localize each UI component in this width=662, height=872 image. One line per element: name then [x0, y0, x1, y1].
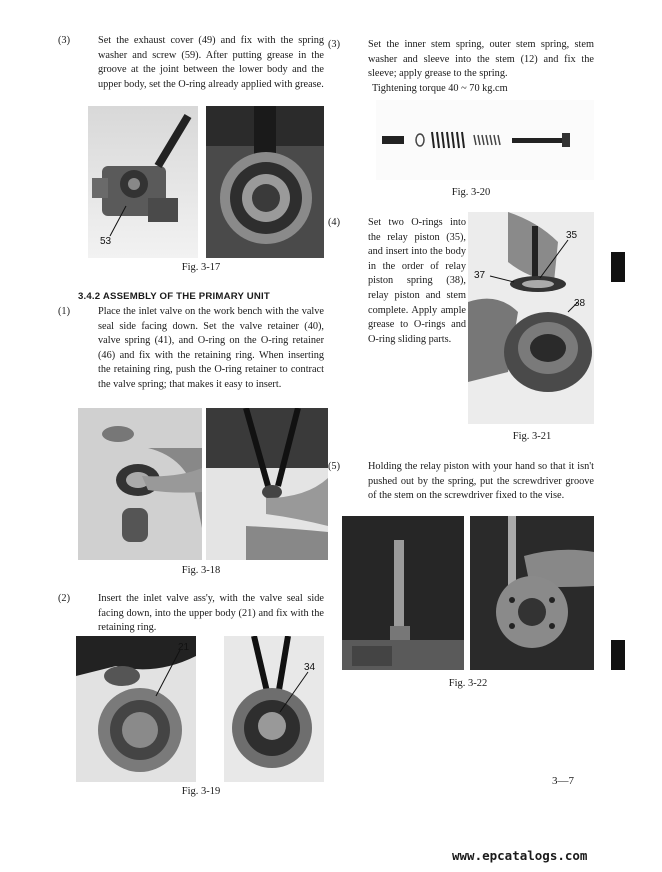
step-1-left [58, 305, 324, 393]
step-text: Insert the inlet valve ass'y, with the valve seal side facing down, into the upper body (21) and fix with the retaining ring. [98, 593, 324, 634]
fig-3-22-photo-left [342, 516, 464, 670]
fig-3-22-photo-right [470, 516, 594, 670]
fig-3-21-callout-35: 35 [566, 230, 578, 241]
step-2-left [58, 592, 324, 636]
step-number: (3) [58, 35, 71, 46]
fig-3-17-photo-right [206, 106, 324, 258]
step-5-right [328, 460, 594, 504]
fig-3-20-caption: Fig. 3-20 [451, 187, 491, 198]
step-text: Set the inner stem spring, outer stem spring, stem washer and sleeve into the stem (12) and fix the sleeve; apply grease to the spring. [368, 39, 594, 80]
step-text: Place the inlet valve on the work bench with the valve seal side facing down. Set the valve retainer (40), valve spring (41), and O-ring on the O-ring retainer (46) and fix with the retaining ring. When inserting the retaining ring, push the O-ring retainer to contract the valve spring; that makes it easy to insert. [98, 306, 324, 390]
fig-3-19-callout-34: 34 [304, 662, 316, 673]
fig-3-18-photo-right [206, 408, 328, 560]
step-text: Set the exhaust cover (49) and fix with the spring washer and screw (59). After putting grease in the groove at the joint between the lower body and the upper body, set the O-ring already applied with grease. [98, 35, 324, 90]
fig-3-22-caption: Fig. 3-22 [448, 678, 488, 689]
section-heading: 3.4.2 ASSEMBLY OF THE PRIMARY UNIT [78, 291, 270, 302]
page-number: 3—7 [552, 775, 574, 787]
step-3-right [328, 38, 594, 96]
step-4-right [328, 216, 466, 347]
fig-3-19-photo-left [76, 636, 196, 782]
fig-3-17-caption: Fig. 3-17 [181, 262, 221, 273]
fig-3-17-photo-left [88, 106, 198, 258]
fig-3-18-caption: Fig. 3-18 [181, 565, 221, 576]
step-text: Holding the relay piston with your hand so that it isn't pushed out by the spring, put the screwdriver groove of the stem on the screwdriver fixed to the vise. [368, 461, 594, 502]
section-tab-marker [611, 640, 625, 670]
fig-3-19-caption: Fig. 3-19 [181, 786, 221, 797]
fig-3-20-photo [376, 100, 594, 180]
step-number: (1) [58, 306, 71, 317]
tightening-torque: Tightening torque 40 ~ 70 kg.cm [372, 82, 508, 94]
step-number: (3) [328, 39, 341, 50]
fig-3-17-callout: 53 [100, 236, 112, 247]
step-number: (4) [328, 217, 341, 228]
section-tab-marker [611, 252, 625, 282]
fig-3-21-photo [468, 212, 594, 424]
fig-3-21-callout-37: 37 [474, 270, 486, 281]
fig-3-19-callout-21: 21 [178, 642, 190, 653]
fig-3-19-photo-right [224, 636, 324, 782]
fig-3-21-caption: Fig. 3-21 [512, 431, 552, 442]
step-number: (2) [58, 593, 71, 604]
step-text: Set two O-rings into the relay piston (35), and insert into the body in the order of relay piston spring (38), relay piston and stem complete. Apply ample grease to O-rings and O-ring sliding parts. [368, 217, 466, 345]
step-number: (5) [328, 461, 341, 472]
fig-3-21-callout-38: 38 [574, 298, 586, 309]
fig-3-18-photo-left [78, 408, 202, 560]
step-3-left [58, 34, 324, 92]
footer-url[interactable]: www.epcatalogs.com [452, 848, 588, 863]
